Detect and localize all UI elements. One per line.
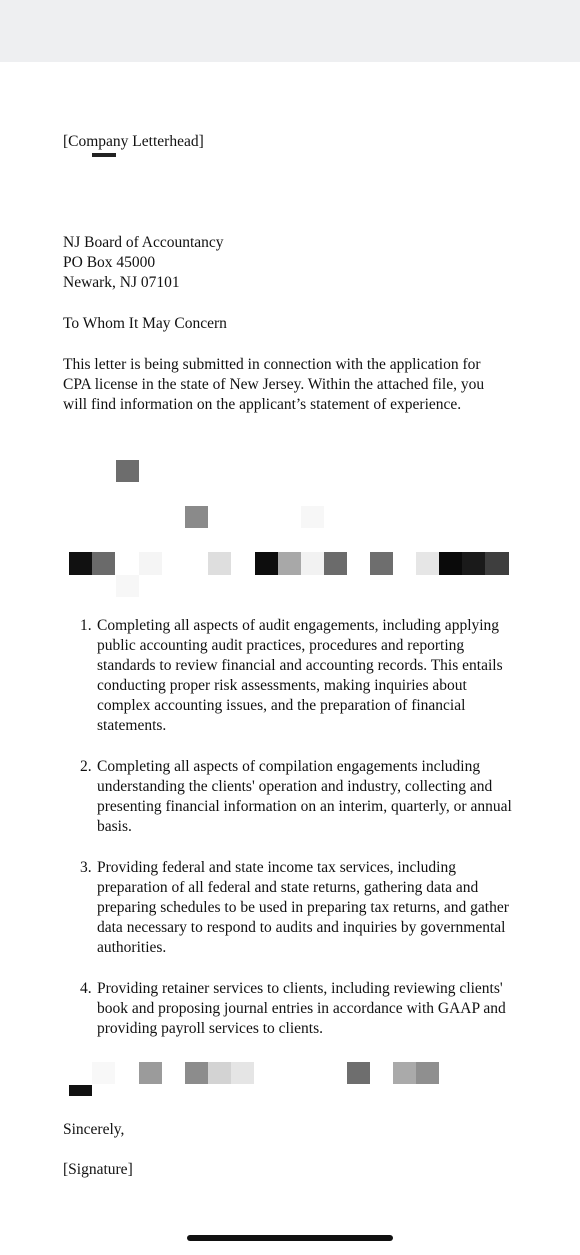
redaction-block: [231, 1062, 254, 1084]
redaction-block: [278, 552, 301, 575]
letterhead-placeholder: [Company Letterhead]: [63, 133, 204, 150]
list-item-text: Completing all aspects of compilation engagements including understanding the clients' operation and industry, collecting and presenting financial information on an interim, quarterly, or annual basis.: [97, 758, 512, 835]
list-number: 3.: [80, 859, 92, 876]
redaction-block: [208, 552, 231, 575]
redaction-block: [439, 552, 462, 575]
redaction-block: [416, 552, 439, 575]
salutation: To Whom It May Concern: [63, 315, 227, 332]
redaction-block: [301, 506, 324, 528]
intro-paragraph: This letter is being submitted in connection with the application for CPA license in the state of New Jersey. Within the attached file, you will find information on the applicant’s statement of experience.: [63, 356, 485, 413]
recipient-line-2: PO Box 45000: [63, 254, 156, 271]
redaction-block: [485, 552, 509, 575]
redaction-block: [301, 552, 324, 575]
redaction-block: [185, 506, 208, 528]
redaction-block: [255, 552, 278, 575]
redaction-block: [185, 1062, 208, 1084]
redaction-block: [139, 552, 162, 575]
redaction-block: [92, 1062, 115, 1084]
redaction-block: [92, 552, 115, 575]
redaction-block: [208, 1062, 231, 1084]
redaction-block: [393, 1062, 416, 1084]
redaction-mark: [92, 153, 116, 157]
redaction-block: [324, 552, 347, 575]
redaction-block: [116, 460, 139, 482]
list-number: 4.: [80, 980, 92, 997]
signature-placeholder: [Signature]: [63, 1161, 133, 1178]
recipient-line-3: Newark, NJ 07101: [63, 274, 180, 291]
redaction-block: [370, 552, 393, 575]
list-item-text: Providing federal and state income tax services, including preparation of all federal and state returns, gathering data and preparing schedules to be used in preparing tax returns, and gather data necessary to respond to audits and inquiries by governmental authorities.: [97, 859, 509, 956]
redaction-block: [416, 1062, 439, 1084]
redaction-block: [69, 552, 92, 575]
closing: Sincerely,: [63, 1121, 125, 1138]
top-status-area: [0, 0, 580, 62]
redaction-block: [116, 575, 139, 597]
redaction-block: [69, 1085, 92, 1096]
home-indicator[interactable]: [187, 1235, 393, 1241]
list-item-text: Providing retainer services to clients, including reviewing clients' book and proposing journal entries in accordance with GAAP and providing payroll services to clients.: [97, 980, 506, 1037]
redaction-block: [139, 1062, 162, 1084]
list-item-text: Completing all aspects of audit engagements, including applying public accounting audit practices, procedures and reporting standards to review financial and accounting records. This entails conducting proper risk assessments, making inquiries about complex accounting issues, and the preparation of financial statements.: [97, 617, 503, 734]
redaction-block: [462, 552, 485, 575]
list-number: 1.: [80, 617, 92, 634]
redaction-block: [347, 1062, 370, 1084]
recipient-line-1: NJ Board of Accountancy: [63, 234, 224, 251]
list-number: 2.: [80, 758, 92, 775]
